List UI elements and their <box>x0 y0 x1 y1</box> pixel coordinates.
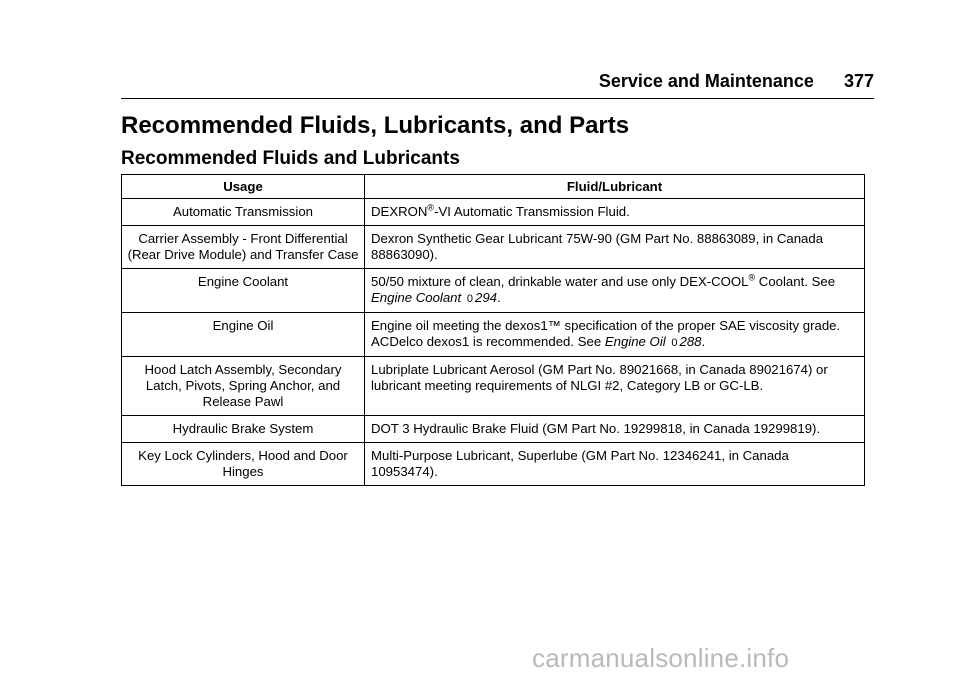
cross-reference-link[interactable] <box>605 334 702 349</box>
table-row <box>122 313 865 357</box>
fluid-text: Dexron Synthetic Gear Lubricant 75W-90 (GM Part No. 88863089, in Canada 88863090). <box>371 231 824 262</box>
fluid-cell <box>365 416 865 443</box>
usage-cell: Hood Latch Assembly, Secondary Latch, Pivots, Spring Anchor, and Release Pawl <box>122 357 365 416</box>
header-divider <box>121 98 874 99</box>
fluid-text: Engine oil meeting the dexos1™ specification of the proper SAE viscosity grade. ACDelco dexos1 is recommended. See <box>371 318 841 349</box>
fluids-table <box>121 174 865 486</box>
watermark: carmanualsonline.info <box>532 643 790 673</box>
usage-cell: Hydraulic Brake System <box>122 416 365 443</box>
table-header-row <box>122 175 865 199</box>
fluid-cell <box>365 199 865 226</box>
column-header-usage: Usage <box>122 175 365 199</box>
fluid-text: -VI Automatic Transmission Fluid. <box>434 204 630 219</box>
table-row <box>122 226 865 269</box>
reference-page: 294 <box>474 290 497 305</box>
reference-title: Engine Coolant <box>371 290 462 305</box>
usage-cell: Engine Oil <box>122 313 365 357</box>
usage-cell: Engine Coolant <box>122 269 365 313</box>
fluid-text: DEXRON <box>371 204 428 219</box>
fluid-cell <box>365 443 865 486</box>
page-number: 377 <box>843 71 874 91</box>
usage-cell: Carrier Assembly - Front Differential (Rear Drive Module) and Transfer Case <box>122 226 365 269</box>
reference-page: 288 <box>679 334 702 349</box>
fluid-text: Coolant. See <box>755 274 836 289</box>
running-header <box>599 71 874 92</box>
fluid-text: 50/50 mixture of clean, drinkable water and use only DEX-COOL <box>371 274 749 289</box>
fluid-text: . <box>701 334 706 349</box>
page-reference-icon: 0 <box>671 337 678 349</box>
usage-cell: Key Lock Cylinders, Hood and Door Hinges <box>122 443 365 486</box>
fluid-cell <box>365 357 865 416</box>
table-row <box>122 269 865 313</box>
cross-reference-link[interactable] <box>371 290 497 305</box>
fluid-cell <box>365 269 865 313</box>
table-row <box>122 443 865 486</box>
usage-cell: Automatic Transmission <box>122 199 365 226</box>
fluid-cell <box>365 313 865 357</box>
table-row <box>122 416 865 443</box>
fluid-text: DOT 3 Hydraulic Brake Fluid (GM Part No. 19299818, in Canada 19299819). <box>371 421 821 436</box>
fluid-text: Lubriplate Lubricant Aerosol (GM Part No. 89021668, in Canada 89021674) or lubricant meeting requirements of NLGI #2, Category LB or GC-LB. <box>371 362 828 393</box>
reference-title: Engine Oil <box>604 334 666 349</box>
registered-mark: ® <box>748 272 756 283</box>
column-header-fluid: Fluid/Lubricant <box>365 175 865 199</box>
section-subtitle: Recommended Fluids and Lubricants <box>121 148 460 169</box>
fluid-text: Multi-Purpose Lubricant, Superlube (GM Part No. 12346241, in Canada 10953474). <box>371 448 789 479</box>
table-row <box>122 199 865 226</box>
registered-mark: ® <box>427 202 435 213</box>
table-row <box>122 357 865 416</box>
fluid-text: . <box>497 290 501 305</box>
page-title: Recommended Fluids, Lubricants, and Parts <box>121 112 630 139</box>
page-reference-icon: 0 <box>466 293 473 305</box>
fluid-cell <box>365 226 865 269</box>
section-name: Service and Maintenance <box>598 71 814 91</box>
